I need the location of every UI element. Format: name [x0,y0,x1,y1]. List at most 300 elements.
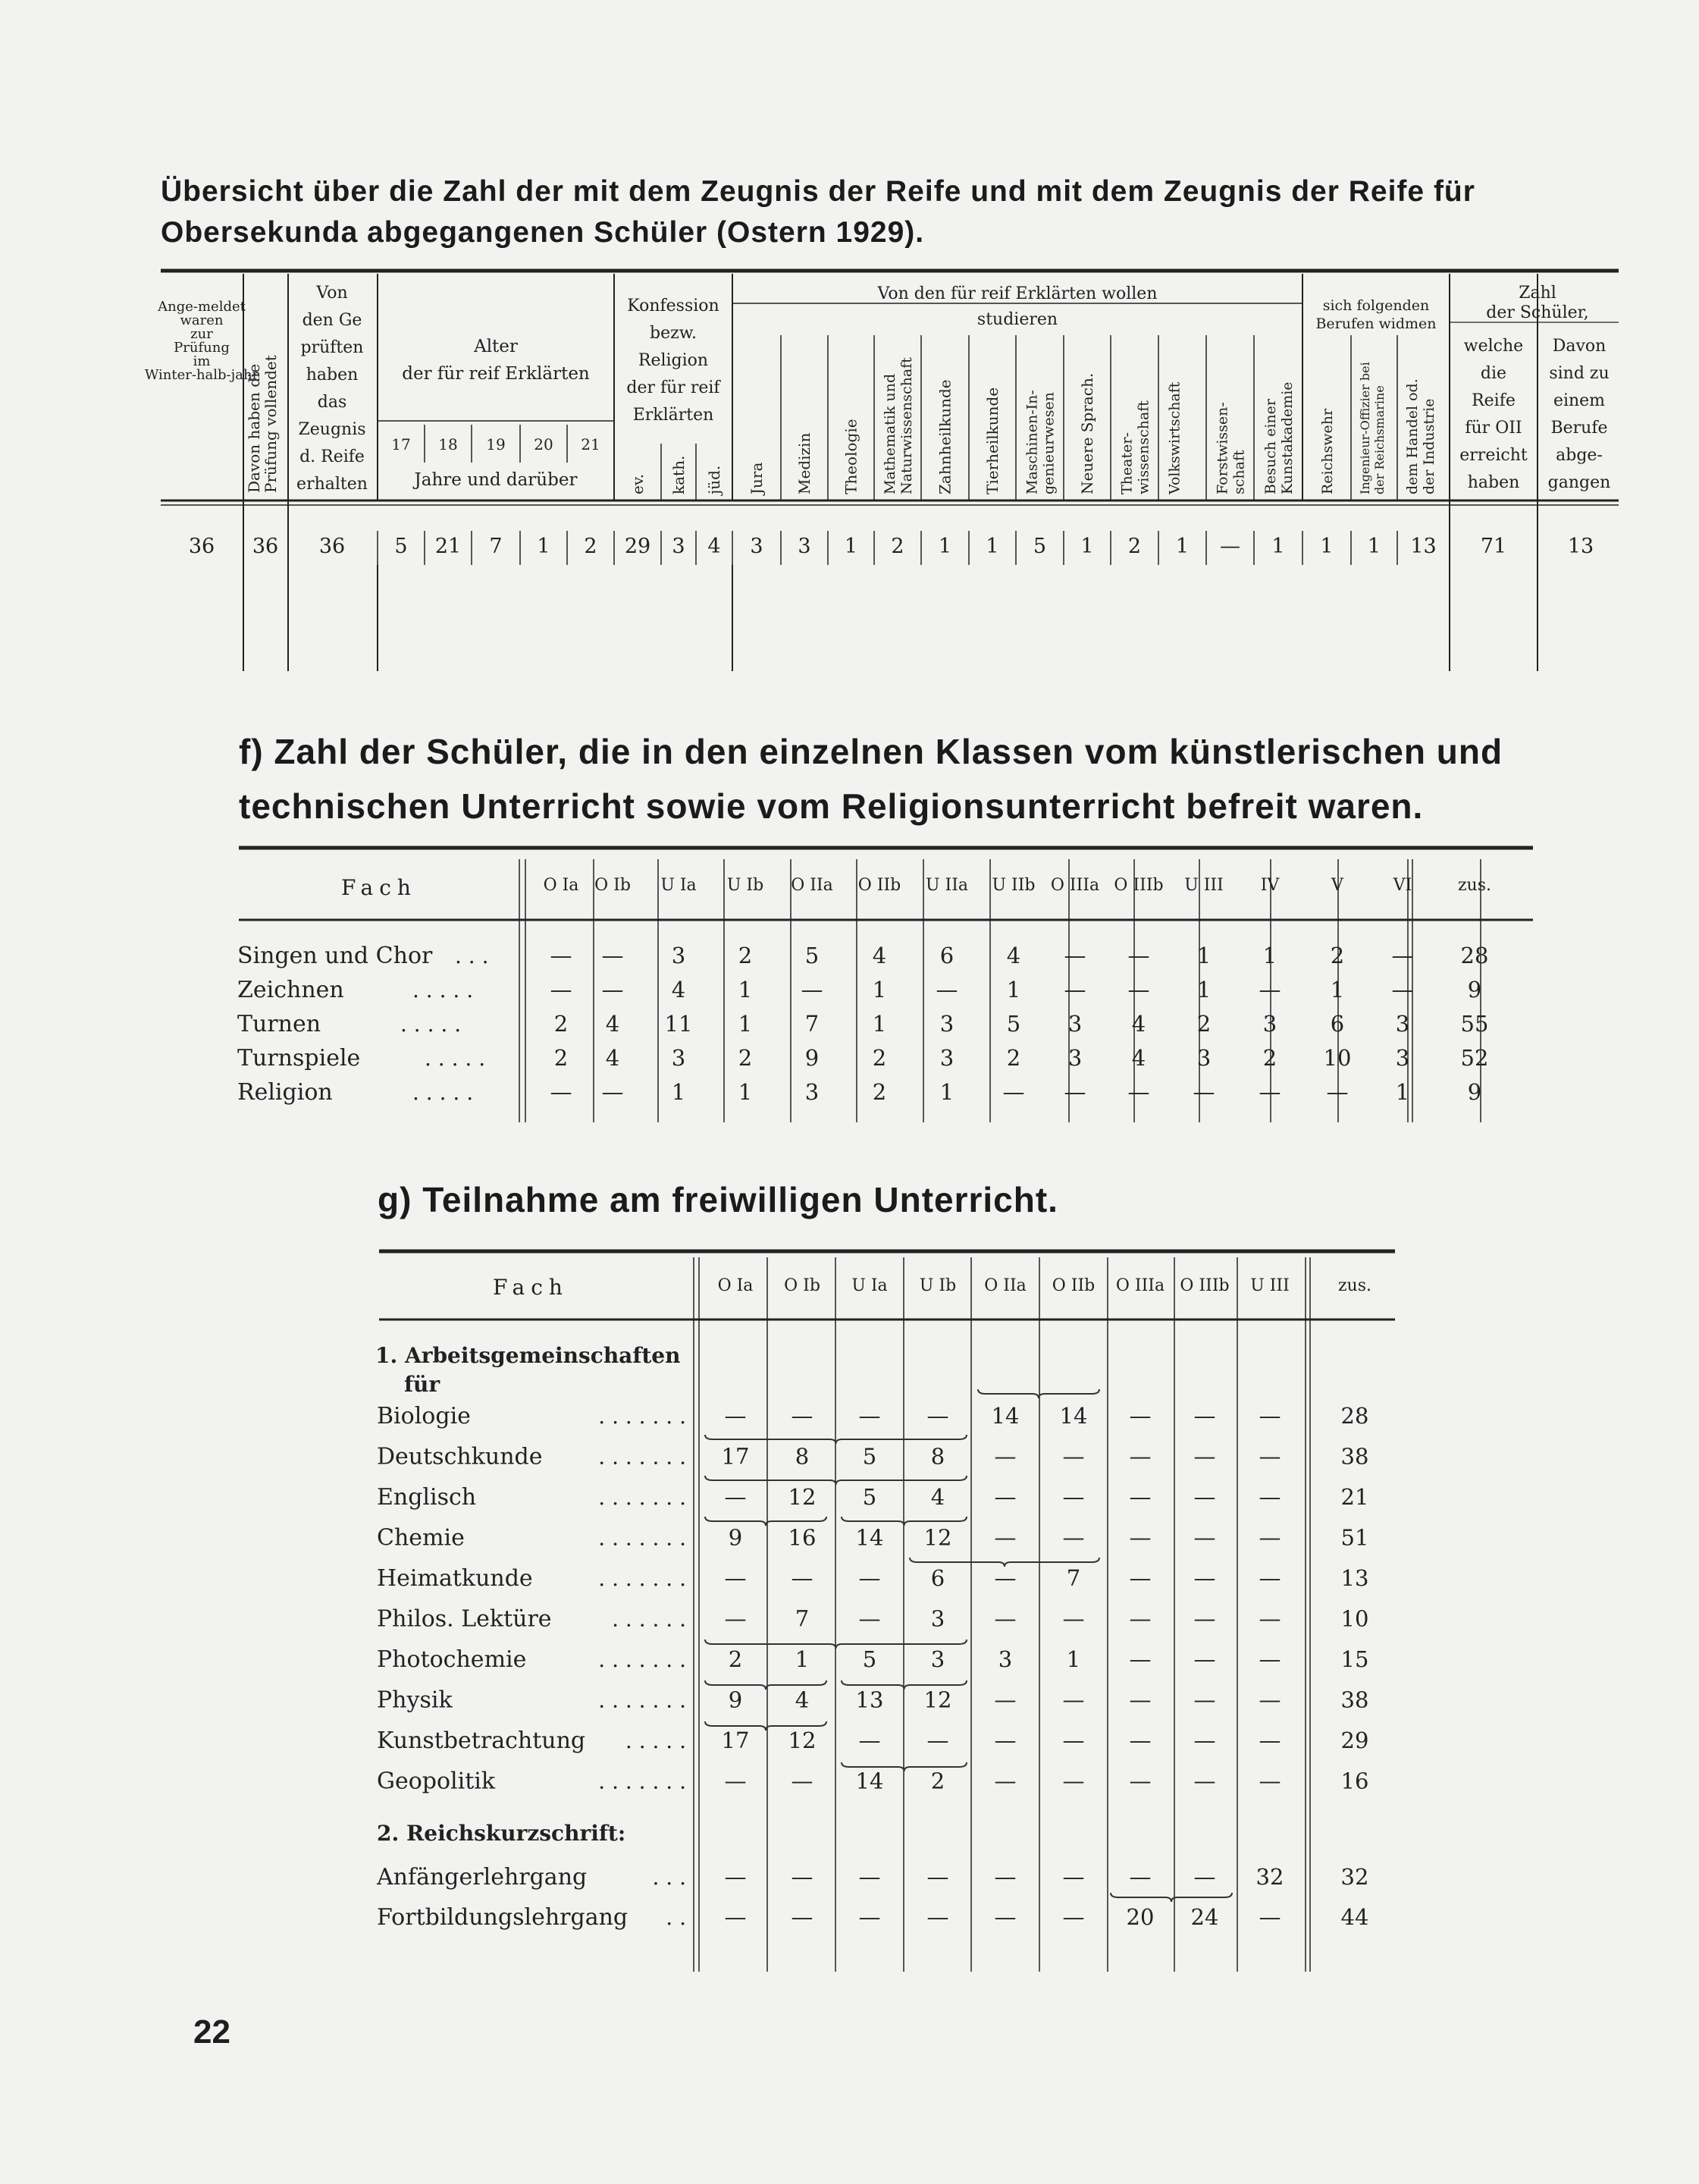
value-cell: — [1193,1079,1215,1105]
row-dots: . . . . . . . [598,1566,686,1591]
value-cell: — [1062,1484,1085,1510]
row-dots: . . . [652,1865,686,1890]
value-cell: 13 [1410,535,1437,558]
header-study-col: Kunstakademie [1279,381,1296,494]
value-cell: — [601,977,624,1003]
class-header: O Ia [717,1276,754,1295]
group1-label: 1. Arbeitsgemeinschaften [375,1343,681,1368]
header-konfession: der für reif [626,378,720,397]
row-dots: . . . [455,943,489,968]
value-cell: 52 [1460,1045,1489,1071]
value-cell: — [1129,1687,1152,1713]
row-label: Zeichnen [237,977,344,1003]
row-dots: . . . . . . . [598,1485,686,1510]
value-cell: — [858,1864,881,1890]
header-angemeldet: Winter-halb-jahr [144,367,259,383]
value-cell: 5 [862,1484,877,1510]
row-label: Philos. Lektüre [377,1605,552,1633]
header-study-col: Maschinen-In- [1023,390,1041,494]
header-zahl-left: für OII [1465,419,1522,438]
value-cell: 6 [939,943,955,968]
value-cell: 1 [1330,977,1345,1003]
value-cell: 4 [795,1687,810,1713]
value-cell: — [994,1524,1017,1551]
row-label: Turnen [237,1011,321,1037]
value-cell: — [1259,1904,1281,1930]
class-header: O IIb [1052,1276,1096,1295]
class-header: VI [1393,876,1412,895]
value-cell: — [1062,1768,1085,1794]
group2-label: 2. Reichskurzschrift: [377,1821,626,1846]
class-header: U IIb [992,876,1036,895]
value-cell: 15 [1340,1646,1369,1672]
value-cell: — [791,1904,813,1930]
header-study-col: Besuch einer [1262,399,1279,494]
value-cell: 1 [1262,943,1277,968]
row-dots: . . . . . . . [598,1647,686,1672]
row-dots: . . . . . [425,1046,486,1071]
row-label: Anfängerlehrgang [377,1864,588,1891]
class-header: U Ib [726,876,764,895]
class-header: U III [1184,876,1224,895]
value-cell: — [550,943,572,968]
header-study-col: genieurwesen [1040,391,1058,494]
value-cell: 14 [991,1403,1020,1429]
row-label: Geopolitik [377,1768,496,1795]
header-alter-col: 20 [534,435,553,453]
value-cell: 10 [1323,1045,1352,1071]
value-cell: 1 [1006,977,1021,1003]
row-dots: . . . . . [400,1012,462,1037]
value-cell: — [994,1484,1017,1510]
value-cell: — [791,1403,813,1429]
value-cell: 4 [707,535,721,558]
value-cell: — [724,1605,747,1632]
class-header: U IIa [925,876,969,895]
value-cell: 28 [1460,943,1489,968]
value-cell: — [1391,943,1414,968]
value-cell: 36 [188,535,215,558]
value-cell: 1 [738,977,753,1003]
value-cell: 12 [788,1484,817,1510]
value-cell: — [1127,1079,1150,1105]
value-cell: 2 [891,535,904,558]
value-cell: 4 [1131,1011,1146,1037]
value-cell: 2 [930,1768,945,1794]
header-angemeldet: zur [190,326,213,342]
row-dots: . . . . . [412,977,474,1003]
row-dots: . . . . . . . [598,1404,686,1429]
row-label: Englisch [377,1484,477,1511]
value-cell: — [926,1727,949,1753]
value-cell: 4 [605,1045,620,1071]
header-study-col: Medizin [795,432,813,494]
header-study-col: Mathematik und [882,373,898,494]
value-cell: — [1193,1403,1216,1429]
value-cell: 4 [605,1011,620,1037]
value-cell: 14 [855,1524,884,1551]
class-header: O IIa [984,1276,1027,1295]
value-cell: 1 [872,1011,887,1037]
value-cell: — [724,1768,747,1794]
value-cell: — [724,1403,747,1429]
value-cell: 7 [489,535,503,558]
value-cell: 7 [1066,1565,1081,1591]
header-study-col: Volkswirtschaft [1166,381,1183,494]
row-label: Religion [237,1079,333,1106]
value-cell: 3 [804,1079,820,1105]
value-cell: 3 [750,535,763,558]
value-cell: — [1062,1727,1085,1753]
value-cell: 3 [939,1045,955,1071]
value-cell: 1 [1080,535,1094,558]
value-cell: 1 [986,535,999,558]
value-cell: — [1002,1079,1025,1105]
value-cell: 16 [1340,1768,1369,1794]
value-cell: 3 [671,943,686,968]
value-cell: 6 [1330,1011,1345,1037]
header-von-den-geprueften: den Ge [302,311,362,330]
header-konfession-col: jüd. [705,465,723,494]
value-cell: 71 [1480,535,1507,558]
value-cell: — [926,1904,949,1930]
header-beruf-col: Reichswehr [1319,408,1336,494]
row-dots: . . . . . [625,1728,686,1753]
value-cell: — [791,1565,813,1591]
row-label: Physik [377,1687,453,1714]
value-cell: — [1127,943,1150,968]
row-dots: . . . . . . [612,1606,686,1632]
value-cell: — [1259,1565,1281,1591]
header-alter-sub: Jahre und darüber [414,470,578,490]
value-cell: 14 [1059,1403,1088,1429]
header-konfession-col: ev. [629,473,647,494]
value-cell: 1 [1175,535,1190,558]
header-angemeldet: waren [180,312,224,328]
value-cell: 3 [1067,1011,1083,1037]
value-cell: — [1129,1727,1152,1753]
class-header: O IIIb [1180,1276,1230,1295]
header-alter-col: 17 [391,435,411,453]
value-cell: — [926,1864,949,1890]
value-cell: 3 [1196,1045,1212,1071]
class-header: O Ib [784,1276,820,1295]
header-alter-col: 21 [581,435,600,453]
value-cell: — [1129,1768,1152,1794]
class-header: U Ia [851,1276,888,1295]
value-cell: — [1259,1646,1281,1672]
header-von-den-geprueften: erhalten [296,475,368,494]
value-cell: — [994,1904,1017,1930]
value-cell: 1 [1395,1079,1410,1105]
value-cell: 12 [923,1524,952,1551]
header-study-col: wissenschaft [1135,400,1152,494]
value-cell: — [858,1403,881,1429]
class-header: O IIIa [1115,1276,1165,1295]
group1-label: für [404,1372,440,1397]
value-cell: 17 [721,1443,750,1470]
value-cell: — [936,977,958,1003]
header-alter-col: 19 [486,435,506,453]
value-cell: 55 [1460,1011,1489,1037]
header-study-col: Tierheilkunde [983,387,1002,494]
section-g-title: g) Teilnahme am freiwilligen Unterricht. [378,1180,1058,1219]
value-cell: 38 [1340,1443,1369,1470]
header-beruf-col: dem Handel od. [1404,378,1421,494]
value-cell: — [1064,1079,1086,1105]
value-cell: — [1259,1768,1281,1794]
header-angemeldet: im [193,353,211,369]
value-cell: — [994,1565,1017,1591]
header-zahl-left: haben [1467,473,1520,492]
value-cell: 9 [728,1687,743,1713]
section1-title: Übersicht über die Zahl der mit dem Zeugnis der Reife und mit dem Zeugnis der Reife für Obersekunda abgegangenen Schüler (Ostern 1929). [161,175,1475,249]
value-cell: 36 [252,535,279,558]
fach-header: Fach [493,1275,569,1300]
header-study-col: Naturwissenschaft [898,357,915,494]
value-cell: 8 [930,1443,945,1470]
value-cell: — [1062,1687,1085,1713]
value-cell: 1 [1066,1646,1081,1672]
header-zahl: der Schüler, [1486,303,1589,322]
row-dots: . . . . . . . [598,1687,686,1713]
value-cell: — [994,1864,1017,1890]
voluntary-table [0,1236,1699,1972]
value-cell: — [1193,1565,1216,1591]
value-cell: 38 [1340,1687,1369,1713]
header-konfession-col: kath. [669,455,688,494]
value-cell: 2 [1127,535,1142,558]
value-cell: — [858,1904,881,1930]
value-cell: — [1220,535,1240,558]
exemption-table [0,834,1699,1138]
value-cell: 2 [738,943,753,968]
value-cell: — [1259,1524,1281,1551]
row-label: Heimatkunde [377,1565,533,1592]
value-cell: — [1129,1443,1152,1470]
value-cell: 1 [1196,977,1212,1003]
value-cell: 32 [1255,1864,1284,1890]
value-cell: — [1127,977,1150,1003]
value-cell: — [858,1565,881,1591]
row-label: Biologie [377,1403,471,1429]
header-zahl-right: Berufe [1550,419,1608,438]
row-dots: . . . . . [412,1080,474,1105]
header-zahl-right: sind zu [1549,364,1610,383]
row-dots: . . . . . . . [598,1525,686,1551]
value-cell: — [791,1768,813,1794]
value-cell: — [601,1079,624,1105]
value-cell: 4 [930,1484,945,1510]
value-cell: — [550,977,572,1003]
value-cell: 5 [862,1646,877,1672]
value-cell: — [1259,1079,1281,1105]
value-cell: 36 [318,535,346,558]
row-label: Chemie [377,1524,465,1552]
header-alter: der für reif Erklärten [402,364,590,384]
value-cell: 6 [930,1565,945,1591]
value-cell: — [858,1727,881,1753]
value-cell: 24 [1190,1904,1219,1930]
value-cell: — [1129,1605,1152,1632]
value-cell: — [926,1403,949,1429]
header-von-den-geprueften: das [317,393,347,412]
value-cell: — [791,1864,813,1890]
row-label: Deutschkunde [377,1443,543,1470]
value-cell: — [994,1768,1017,1794]
value-cell: — [1391,977,1414,1003]
value-cell: 4 [1006,943,1021,968]
value-cell: 2 [738,1045,753,1071]
header-konfession: bezw. [650,324,697,343]
value-cell: 21 [434,535,462,558]
value-cell: — [858,1605,881,1632]
value-cell: 5 [1006,1011,1021,1037]
value-cell: 3 [930,1646,945,1672]
value-cell: 9 [728,1524,743,1551]
value-cell: 9 [1467,1079,1482,1105]
value-cell: — [1062,1864,1085,1890]
value-cell: 7 [795,1605,810,1632]
header-alter-col: 18 [438,435,458,453]
row-label: Kunstbetrachtung [377,1727,586,1754]
header-zahl-right: gangen [1547,473,1611,492]
value-cell: — [1259,1484,1281,1510]
value-cell: — [724,1565,747,1591]
class-header: zus. [1457,876,1492,895]
header-von-den-geprueften: Von [316,284,348,303]
header-alter: Alter [474,337,518,356]
value-cell: 9 [1467,977,1482,1003]
value-cell: 3 [672,535,685,558]
header-von-den-geprueften: Zeugnis [298,420,366,439]
value-cell: 29 [1340,1727,1369,1753]
value-cell: 1 [795,1646,810,1672]
value-cell: 1 [939,1079,955,1105]
class-header: O IIa [791,876,833,895]
value-cell: — [1193,1864,1216,1890]
value-cell: — [1193,1443,1216,1470]
value-cell: — [1259,1605,1281,1632]
value-cell: 1 [872,977,887,1003]
header-von-den-geprueften: d. Reife [299,447,365,466]
value-cell: 12 [788,1727,817,1753]
value-cell: — [1062,1605,1085,1632]
value-cell: — [1259,977,1281,1003]
value-cell: 1 [1320,535,1334,558]
value-cell: 1 [1367,535,1381,558]
value-cell: — [994,1443,1017,1470]
header-von-den-geprueften: prüften [300,338,364,357]
header-studieren: Von den für reif Erklärten wollen [877,284,1158,303]
value-cell: 20 [1126,1904,1155,1930]
value-cell: 2 [584,535,597,558]
value-cell: — [1259,1687,1281,1713]
value-cell: 4 [671,977,686,1003]
value-cell: 7 [804,1011,820,1037]
header-study-col: Jura [748,462,766,494]
class-header: U Ib [919,1276,957,1295]
value-cell: — [1129,1864,1152,1890]
value-cell: — [1193,1605,1216,1632]
row-dots: . . [666,1905,686,1930]
value-cell: — [601,943,624,968]
page-number: 22 [193,2013,230,2051]
header-study-col: Zahnheilkunde [936,379,955,494]
value-cell: — [1064,977,1086,1003]
section-f-title: f) Zahl der Schüler, die in den einzelnen Klassen vom künstlerischen und technischen Unterricht sowie vom Religionsunterricht befreit waren. [239,732,1503,826]
header-berufen: Berufen widmen [1315,315,1437,332]
value-cell: 44 [1340,1904,1369,1930]
class-header: O IIIb [1114,876,1164,895]
header-beruf-col: der Reichsmarine [1372,385,1387,494]
header-davon: Davon haben die [245,363,263,493]
value-cell: — [724,1864,747,1890]
value-cell: 13 [1567,535,1594,558]
value-cell: 16 [788,1524,817,1551]
value-cell: — [1064,943,1086,968]
class-header: zus. [1337,1276,1372,1295]
value-cell: 5 [804,943,820,968]
header-studieren: studieren [976,310,1058,329]
combined-classes-brace [1111,1893,1232,1902]
value-cell: — [1193,1484,1216,1510]
value-cell: 1 [671,1079,686,1105]
value-cell: 1 [938,535,952,558]
value-cell: — [1129,1484,1152,1510]
value-cell: 1 [738,1079,753,1105]
header-zahl-left: die [1480,364,1507,383]
header-study-col: Theologie [842,419,860,494]
value-cell: — [550,1079,572,1105]
value-cell: — [1259,1403,1281,1429]
header-study-col: schaft [1230,450,1248,494]
value-cell: 1 [537,535,550,558]
value-cell: 3 [671,1045,686,1071]
value-cell: 8 [795,1443,810,1470]
class-header: V [1331,876,1343,895]
value-cell: 32 [1340,1864,1369,1890]
value-cell: — [1129,1524,1152,1551]
value-cell: — [1129,1403,1152,1429]
value-cell: 5 [394,535,408,558]
value-cell: 2 [872,1045,887,1071]
header-angemeldet: Ange-meldet [158,299,246,315]
value-cell: 3 [1262,1011,1277,1037]
value-cell: — [994,1687,1017,1713]
header-zahl-left: Reife [1472,391,1516,410]
value-cell: 17 [721,1727,750,1753]
value-cell: 1 [1271,535,1285,558]
class-header: U III [1250,1276,1290,1295]
value-cell: — [1129,1565,1152,1591]
combined-classes-brace [978,1389,1099,1398]
value-cell: — [994,1605,1017,1632]
value-cell: 2 [553,1011,569,1037]
value-cell: 2 [872,1079,887,1105]
value-cell: 1 [1196,943,1212,968]
value-cell: — [1259,1727,1281,1753]
row-label: Fortbildungslehrgang [377,1904,629,1931]
value-cell: 14 [855,1768,884,1794]
header-angemeldet: Prüfung [174,340,230,356]
value-cell: 51 [1340,1524,1369,1551]
value-cell: — [1259,1443,1281,1470]
value-cell: — [1193,1768,1216,1794]
value-cell: 28 [1340,1403,1369,1429]
header-konfession: Religion [638,351,709,370]
value-cell: 12 [923,1687,952,1713]
